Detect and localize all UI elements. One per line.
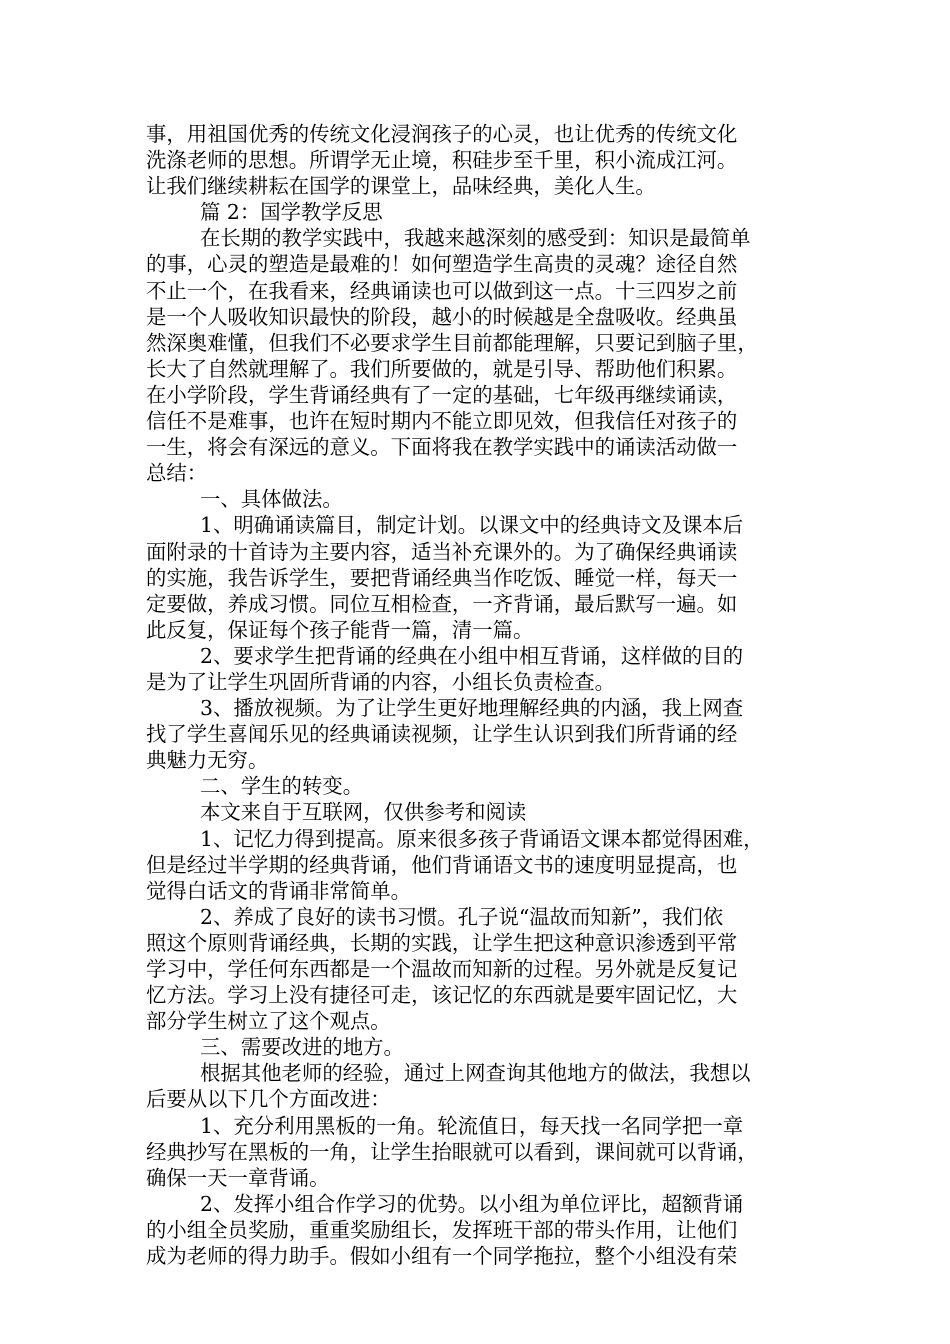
- text-line: 成为老师的得力助手。假如小组有一个同学拖拉，整个小组没有荣: [146, 1244, 738, 1269]
- text-line: 面附录的十首诗为主要内容，适当补充课外的。为了确保经典诵读: [146, 539, 738, 564]
- text-line: 让我们继续耕耘在国学的课堂上，品味经典，美化人生。: [146, 174, 656, 199]
- text-line: 篇 2：国学教学反思: [200, 200, 383, 225]
- text-line: 2、养成了良好的读书习惯。孔子说“温故而知新”，我们依: [200, 904, 724, 929]
- text-line: 但是经过半学期的经典背诵，他们背诵语文书的速度明显提高，也: [146, 852, 738, 877]
- text-line: 学习中，学任何东西都是一个温故而知新的过程。另外就是反复记: [146, 957, 738, 981]
- text-line: 确保一天一章背诵。: [146, 1165, 330, 1190]
- document-body: [146, 121, 818, 1269]
- text-line: 后要从以下几个方面改进：: [146, 1087, 391, 1112]
- text-line: 总结：: [146, 461, 208, 486]
- text-line: 是为了让学生巩固所背诵的内容，小组长负责检查。: [146, 669, 615, 694]
- text-line: 二、学生的转变。: [200, 774, 364, 799]
- text-line: 2、发挥小组合作学习的优势。以小组为单位评比，超额背诵: [200, 1191, 744, 1216]
- text-line: 3、播放视频。为了让学生更好地理解经典的内涵，我上网查: [200, 696, 744, 721]
- text-line: 照这个原则背诵经典，长期的实践，让学生把这种意识渗透到平常: [146, 930, 738, 955]
- text-line: 部分学生树立了这个观点。: [146, 1009, 391, 1034]
- text-line: 1、记忆力得到提高。原来很多孩子背诵语文课本都觉得困难，: [200, 826, 764, 851]
- text-line: 的小组全员奖励，重重奖励组长，发挥班干部的带头作用，让他们: [146, 1217, 738, 1242]
- text-line: 经典抄写在黑板的一角，让学生抬眼就可以看到，课间就可以背诵，: [146, 1139, 758, 1164]
- text-line: 定要做，养成习惯。同位互相检查，一齐背诵，最后默写一遍。如: [146, 591, 738, 616]
- text-line: 洗涤老师的思想。所谓学无止境，积硅步至千里，积小流成江河。: [146, 148, 738, 173]
- text-line: 三、需要改进的地方。: [200, 1035, 404, 1060]
- text-line: 事，用祖国优秀的传统文化浸润孩子的心灵，也让优秀的传统文化: [146, 122, 738, 146]
- text-line: 一、具体做法。: [200, 487, 343, 512]
- text-line: 本文来自于互联网，仅供参考和阅读: [200, 800, 527, 825]
- text-line: 在小学阶段，学生背诵经典有了一定的基础，七年级再继续诵读，: [146, 382, 738, 407]
- text-line: 然深奥难懂，但我们不必要求学生目前都能理解，只要记到脑子里，: [146, 330, 758, 355]
- text-line: 不止一个，在我看来，经典诵读也可以做到这一点。十三四岁之前: [146, 278, 738, 303]
- text-line: 找了学生喜闻乐见的经典诵读视频，让学生认识到我们所背诵的经: [146, 722, 738, 747]
- text-line: 在长期的教学实践中，我越来越深刻的感受到：知识是最简单: [200, 226, 751, 251]
- text-line: 忆方法。学习上没有捷径可走，该记忆的东西就是要牢固记忆，大: [146, 983, 738, 1008]
- text-line: 的事，心灵的塑造是最难的！如何塑造学生高贵的灵魂？途径自然: [146, 252, 738, 277]
- text-line: 长大了自然就理解了。我们所要做的，就是引导、帮助他们积累。: [146, 356, 738, 381]
- text-line: 觉得白话文的背诵非常简单。: [146, 878, 412, 903]
- text-line: 1、充分利用黑板的一角。轮流值日，每天找一名同学把一章: [200, 1113, 744, 1138]
- text-line: 一生，将会有深远的意义。下面将我在教学实践中的诵读活动做一: [146, 435, 738, 460]
- text-line: 是一个人吸收知识最快的阶段，越小的时候越是全盘吸收。经典虽: [146, 304, 738, 329]
- text-line: 2、要求学生把背诵的经典在小组中相互背诵，这样做的目的: [200, 643, 744, 668]
- text-line: 典魅力无穷。: [146, 748, 269, 773]
- text-line: 1、明确诵读篇目，制定计划。以课文中的经典诗文及课本后: [200, 513, 744, 538]
- text-line: 的实施，我告诉学生，要把背诵经典当作吃饭、睡觉一样，每天一: [146, 565, 738, 590]
- text-line: 根据其他老师的经验，通过上网查询其他地方的做法，我想以: [200, 1061, 751, 1086]
- text-line: 此反复，保证每个孩子能背一篇，清一篇。: [146, 617, 534, 642]
- text-line: 信任不是难事，也许在短时期内不能立即见效，但我信任对孩子的: [146, 409, 738, 434]
